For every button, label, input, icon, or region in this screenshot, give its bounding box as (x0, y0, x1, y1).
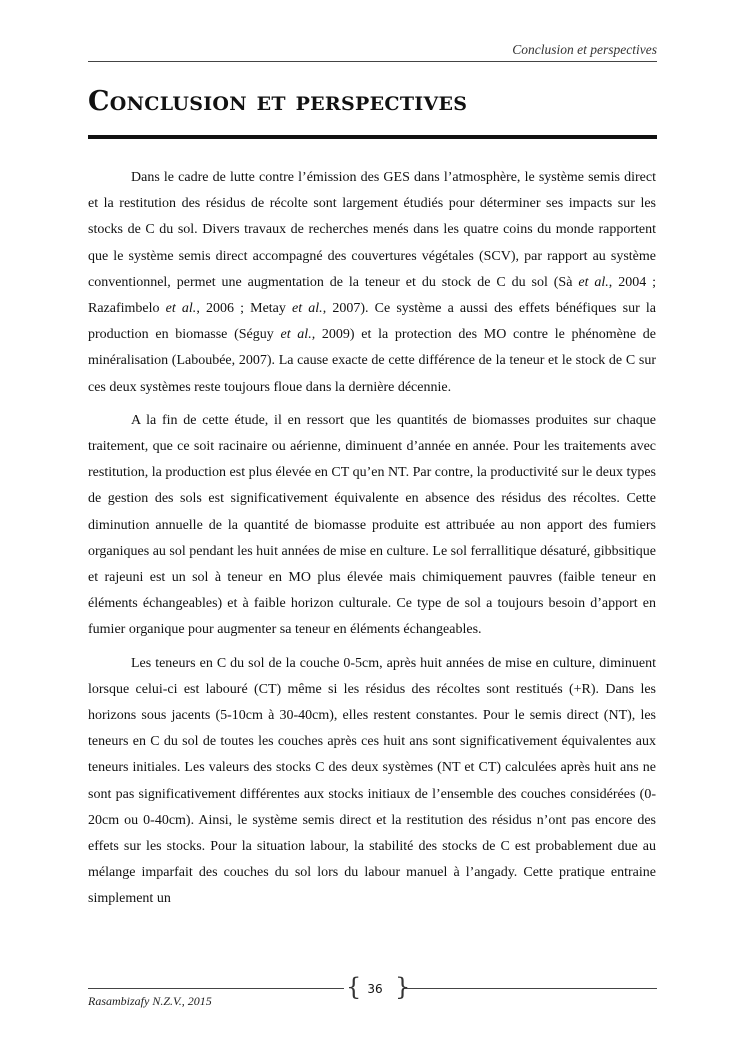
paragraph-2: A la fin de cette étude, il en ressort que les quantités de biomasses produites sur chaque traitement, que ce soit racinaire ou aérienne, diminuent d’année en année. Pour les traitements avec restitution, la production est plus élevée en CT qu’en NT. Par contre, la productivité sur le deux types de gestion des sols est significativement équivalente en absence des résidus des récoltes. Cette diminution annuelle de la quantité de biomasse produite est attribuée au non apport des fumiers organiques au sol pendant les huit années de mise en culture. Le sol ferrallitique désaturé, gibbsitique et rajeuni est un sol à teneur en MO plus élevée mais chimiquement pauvres (faible teneur en éléments échangeables) et à faible horizon culturale. Ce type de sol a toujours besoin d’apport en fumier organique pour augmenter sa teneur en éléments échangeables. (88, 412, 656, 638)
paragraph-1 (88, 165, 656, 401)
page-number: 36 (367, 982, 383, 996)
et-al-1: et al. (578, 274, 609, 290)
et-al-3: et al. (292, 301, 323, 317)
footer-rule-right (404, 988, 657, 989)
paragraph-1-text-b: , 2004 ; Razafimbelo (88, 274, 657, 317)
paragraph-1-text-e: 2009) et la protection des MO contre le phénomène de minéralisation (Laboubée, 2007). La cause exacte de cette différence de la teneur et le stock de C sur ces deux systèmes reste toujours floue dans la dernière décennie. (88, 327, 656, 395)
et-al-4: et al., (280, 327, 316, 343)
paragraph-1-text-c: , 2006 ; Metay (196, 301, 293, 317)
chapter-title: Conclusion et perspectives (88, 86, 468, 117)
footer-rule-left (88, 988, 344, 989)
page-number-left-brace: { (346, 973, 362, 1001)
paragraph-3: Les teneurs en C du sol de la couche 0-5cm, après huit années de mise en culture, diminuent lorsque celui-ci est labouré (CT) même si les résidus des récoltes sont restitués (+R). Dans les horizons sous jacents (5-10cm à 30-40cm), elles restent constantes. Pour le semis direct (NT), les teneurs en C du sol de toutes les couches après ces huit ans sont significativement équivalentes aux teneurs initiales. Les valeurs des stocks C des deux systèmes (NT et CT) calculées après huit ans ne sont pas significativement différentes aux stocks initiaux de l’ensemble des couches considérées (0-20cm ou 0-40cm). Ainsi, le système semis direct et la restitution des résidus n’ont pas encore des effets sur les stocks. Pour la situation labour, la stabilité des stocks de C est probablement due au mélange imparfait des couches du sol lors du labour manuel à l’angady. Cette pratique entraine simplement un (88, 655, 656, 907)
header-rule (88, 61, 657, 62)
page-number-right-brace: } (395, 973, 411, 1001)
et-al-2: et al. (165, 301, 197, 317)
paragraph-1-text-d: , 2007). Ce système a aussi des effets bénéfiques sur la production en biomasse (Séguy (88, 301, 656, 343)
footer-author: Rasambizafy N.Z.V., 2015 (88, 994, 212, 1008)
body-text (88, 165, 656, 920)
title-rule (88, 135, 657, 139)
paragraph-1-text-a: Dans le cadre de lutte contre l’émission des GES dans l’atmosphère, le système semis direct et la restitution des résidus de récolte sont largement étudiés pour déterminer ses impacts sur les stocks de C du sol. Divers travaux de recherches menés dans les quatre coins du monde rapportent que le système semis direct accompagné des couvertures végétales (SCV), par rapport au système conventionnel, permet une augmentation de la teneur et du stock de C du sol (Sà (88, 170, 656, 290)
running-header: Conclusion et perspectives (512, 42, 657, 57)
